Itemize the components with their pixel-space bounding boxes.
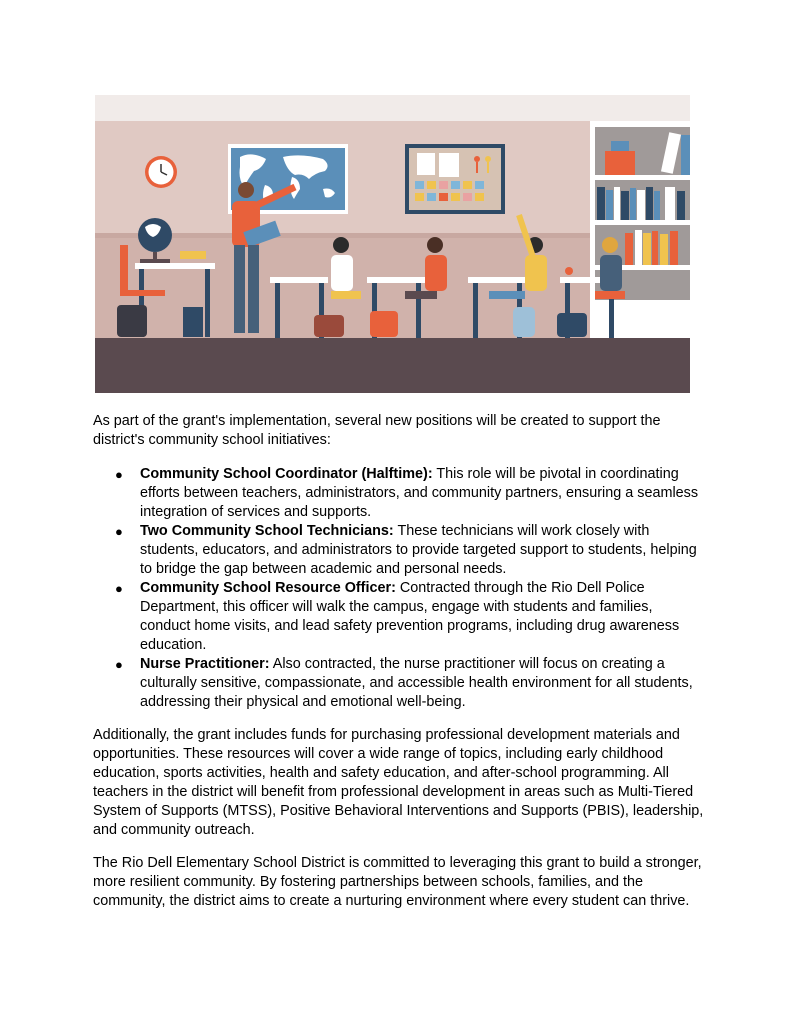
bulletin-board: [405, 144, 505, 214]
list-item: [93, 522, 705, 579]
bullet-icon: ●: [115, 524, 123, 539]
position-description: This role will be pivotal in coordinating efforts between teachers, administrators, and community partners, ensuring a seamless integration of services and supports.: [140, 466, 699, 520]
position-title: Community School Resource Officer:: [140, 580, 396, 596]
bullet-icon: ●: [115, 467, 123, 482]
positions-list: [93, 465, 705, 712]
classroom-illustration: [95, 95, 690, 393]
position-description: Contracted through the Rio Dell Police Department, this officer will walk the campus, engage with students and families, conduct home visits, and lead safety prevention programs, including drug awareness education.: [140, 580, 680, 653]
position-description: Also contracted, the nurse practitioner will focus on creating a culturally sensitive, compassionate, and accessible health environment for all students, addressing their physical and emotional well-being.: [140, 656, 693, 710]
bullet-icon: ●: [115, 657, 123, 672]
bullet-icon: ●: [115, 581, 123, 596]
bookshelf: [590, 121, 690, 338]
list-item: [93, 579, 705, 655]
position-description: These technicians will work closely with students, educators, and administrators to provide targeted support to students, helping to bridge the gap between academic and personal needs.: [140, 523, 697, 577]
position-title: Community School Coordinator (Halftime):: [140, 466, 433, 482]
list-item: [93, 465, 705, 522]
position-title: Two Community School Technicians:: [140, 523, 394, 539]
closing-paragraph: The Rio Dell Elementary School District is committed to leveraging this grant to build a stronger, more resilient community. By fostering partnerships between schools, families, and the community, the district aims to create a nurturing environment where every student can thrive.: [93, 855, 702, 909]
intro-paragraph: As part of the grant's implementation, several new positions will be created to support the district's community school initiatives:: [93, 413, 661, 448]
professional-development-paragraph: Additionally, the grant includes funds for purchasing professional development materials and opportunities. These resources will cover a wide range of topics, including early childhood education, sports activities, health and safety education, and after-school programming. All teachers in the district will benefit from professional development in areas such as Multi-Tiered System of Supports (MTSS), Positive Behavioral Interventions and Supports (PBIS), leadership, and community outreach.: [93, 727, 704, 838]
list-item: [93, 655, 705, 712]
position-title: Nurse Practitioner:: [140, 656, 270, 672]
clock-icon: [145, 156, 177, 188]
